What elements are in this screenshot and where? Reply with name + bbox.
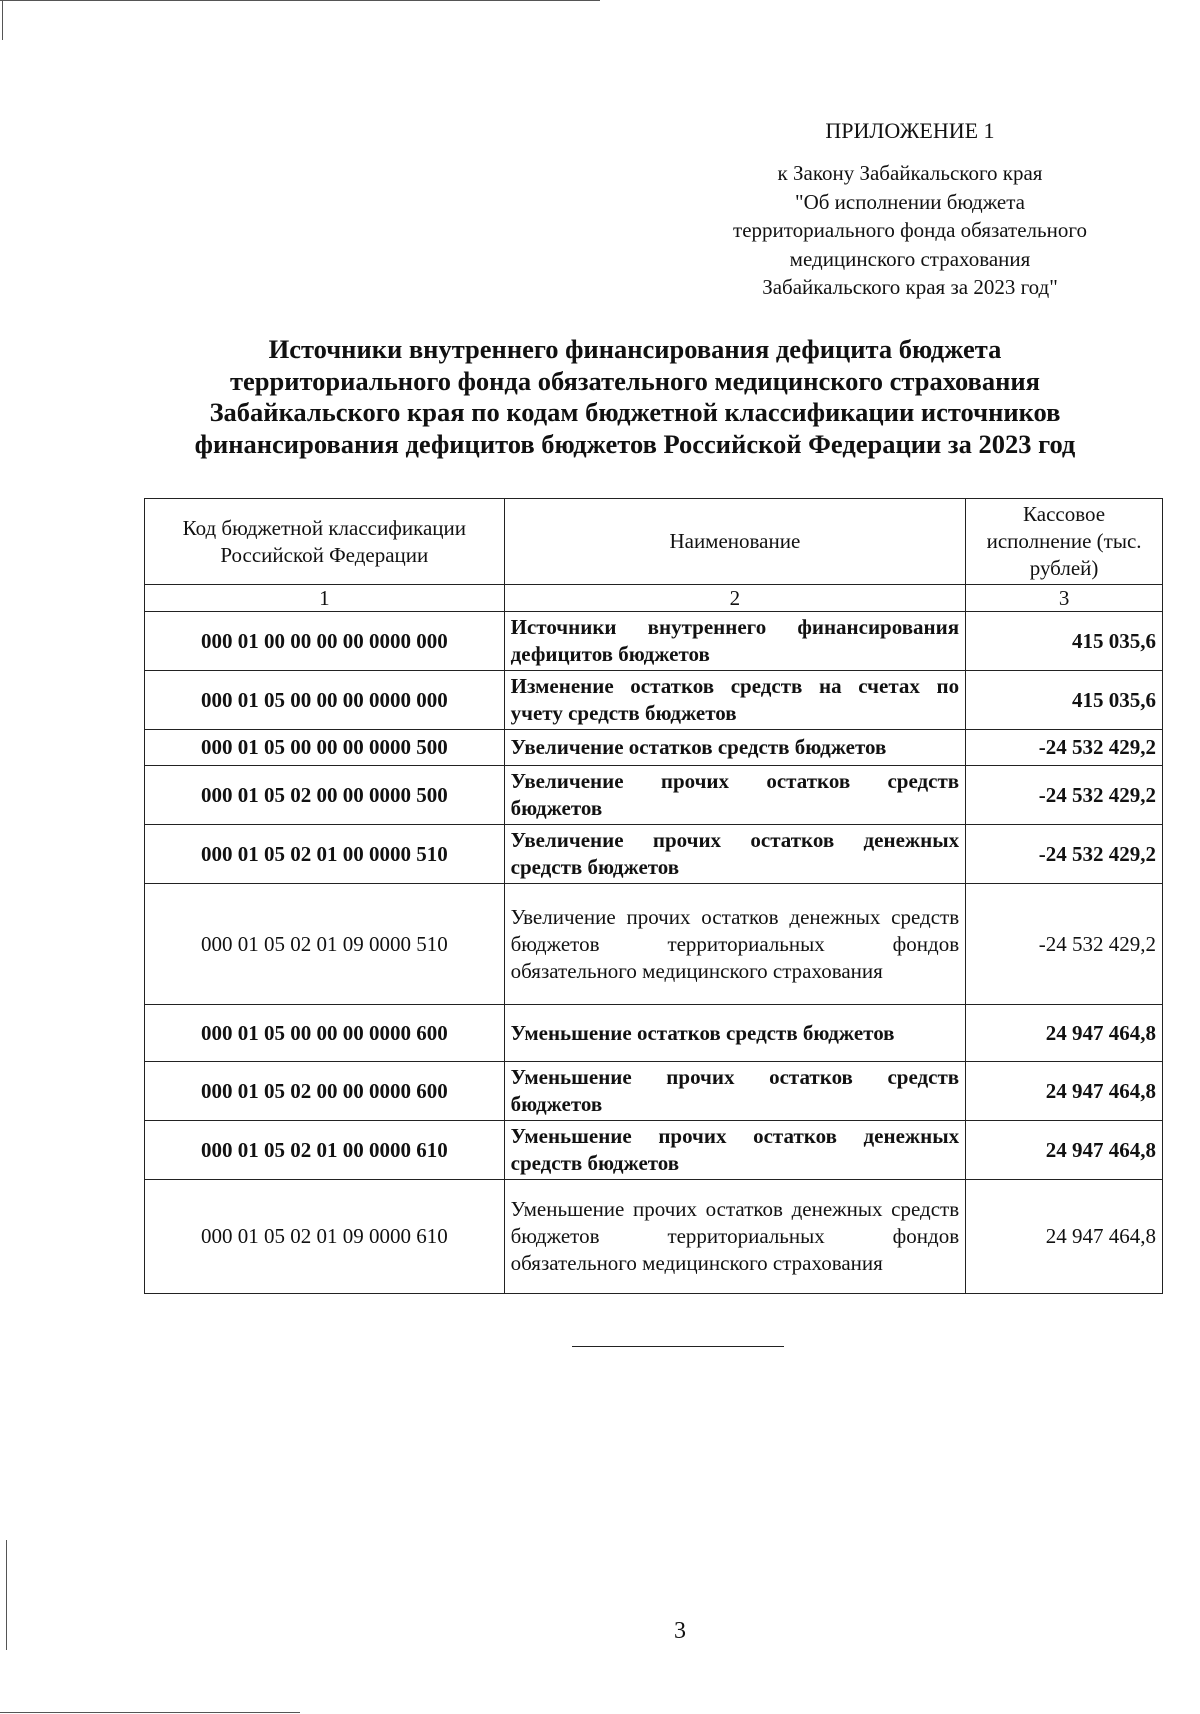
table-row — [145, 1005, 1163, 1062]
row-code: 000 01 05 02 01 09 0000 610 — [145, 1180, 505, 1294]
header-name: Наименование — [504, 499, 966, 585]
row-amount: 415 035,6 — [966, 671, 1163, 730]
page-number: 3 — [674, 1618, 686, 1644]
row-amount: -24 532 429,2 — [966, 825, 1163, 884]
row-amount: -24 532 429,2 — [966, 766, 1163, 825]
appendix-line: медицинского страхования — [789, 246, 1031, 271]
row-amount: -24 532 429,2 — [966, 884, 1163, 1005]
table-row — [145, 1062, 1163, 1121]
scan-artifact-left-bottom — [6, 1540, 7, 1650]
row-amount: 24 947 464,8 — [966, 1121, 1163, 1180]
column-number-row — [145, 585, 1163, 612]
document-title-line: Источники внутреннего финансирования дефицита бюджета — [268, 334, 1002, 364]
table-row — [145, 612, 1163, 671]
table-row — [145, 1121, 1163, 1180]
row-name: Увеличение прочих остатков средств бюджетов — [504, 766, 966, 825]
appendix-line: Забайкальского края за 2023 год" — [762, 275, 1058, 299]
row-code: 000 01 05 02 00 00 0000 600 — [145, 1062, 505, 1121]
row-name: Уменьшение прочих остатков денежных средств бюджетов территориальных фондов обязательного медицинского страхования — [504, 1180, 966, 1294]
row-name: Увеличение прочих остатков денежных средств бюджетов территориальных фондов обязательного медицинского страхования — [504, 884, 966, 1005]
closing-rule — [572, 1346, 784, 1347]
row-name: Уменьшение остатков средств бюджетов — [504, 1005, 966, 1062]
document-title-line: Забайкальского края по кодам бюджетной классификации источников — [209, 397, 1061, 427]
row-code: 000 01 05 02 01 00 0000 510 — [145, 825, 505, 884]
row-code: 000 01 05 00 00 00 0000 500 — [145, 730, 505, 766]
header-code: Код бюджетной классификации Российской Федерации — [145, 499, 505, 585]
table-row — [145, 671, 1163, 730]
header-amount: Кассовое исполнение (тыс. рублей) — [966, 499, 1163, 585]
row-code: 000 01 05 02 01 09 0000 510 — [145, 884, 505, 1005]
row-amount: 415 035,6 — [966, 612, 1163, 671]
table-row — [145, 730, 1163, 766]
row-name: Уменьшение прочих остатков денежных средств бюджетов — [504, 1121, 966, 1180]
table-row — [145, 766, 1163, 825]
row-name: Источники внутреннего финансирования дефицитов бюджетов — [504, 612, 966, 671]
scan-artifact-top — [0, 0, 600, 1]
appendix-title: ПРИЛОЖЕНИЕ 1 — [825, 118, 995, 143]
table-header-row — [145, 499, 1163, 585]
row-name: Уменьшение прочих остатков средств бюджетов — [504, 1062, 966, 1121]
row-code: 000 01 05 02 00 00 0000 500 — [145, 766, 505, 825]
document-title-line: финансирования дефицитов бюджетов Российской Федерации за 2023 год — [194, 428, 1076, 459]
column-number: 2 — [504, 585, 966, 612]
table-row — [145, 825, 1163, 884]
row-amount: 24 947 464,8 — [966, 1180, 1163, 1294]
row-amount: 24 947 464,8 — [966, 1005, 1163, 1062]
row-code: 000 01 05 02 01 00 0000 610 — [145, 1121, 505, 1180]
row-code: 000 01 00 00 00 00 0000 000 — [145, 612, 505, 671]
column-number: 1 — [145, 585, 505, 612]
scan-artifact-bottom — [0, 1712, 300, 1713]
document-title-line: территориального фонда обязательного медицинского страхования — [229, 365, 1040, 396]
row-name: Изменение остатков средств на счетах по учету средств бюджетов — [504, 671, 966, 730]
row-amount: 24 947 464,8 — [966, 1062, 1163, 1121]
budget-sources-table — [144, 498, 1163, 1294]
row-code: 000 01 05 00 00 00 0000 000 — [145, 671, 505, 730]
appendix-line: к Закону Забайкальского края — [777, 161, 1043, 185]
appendix-line: "Об исполнении бюджета — [795, 189, 1025, 214]
document-title — [130, 334, 1140, 460]
table-row — [145, 884, 1163, 1005]
column-number: 3 — [966, 585, 1163, 612]
scan-artifact-left — [2, 0, 3, 40]
row-amount: -24 532 429,2 — [966, 730, 1163, 766]
row-code: 000 01 05 00 00 00 0000 600 — [145, 1005, 505, 1062]
table-row — [145, 1180, 1163, 1294]
appendix-line: территориального фонда обязательного — [733, 218, 1087, 242]
row-name: Увеличение прочих остатков денежных средств бюджетов — [504, 825, 966, 884]
row-name: Увеличение остатков средств бюджетов — [504, 730, 966, 766]
